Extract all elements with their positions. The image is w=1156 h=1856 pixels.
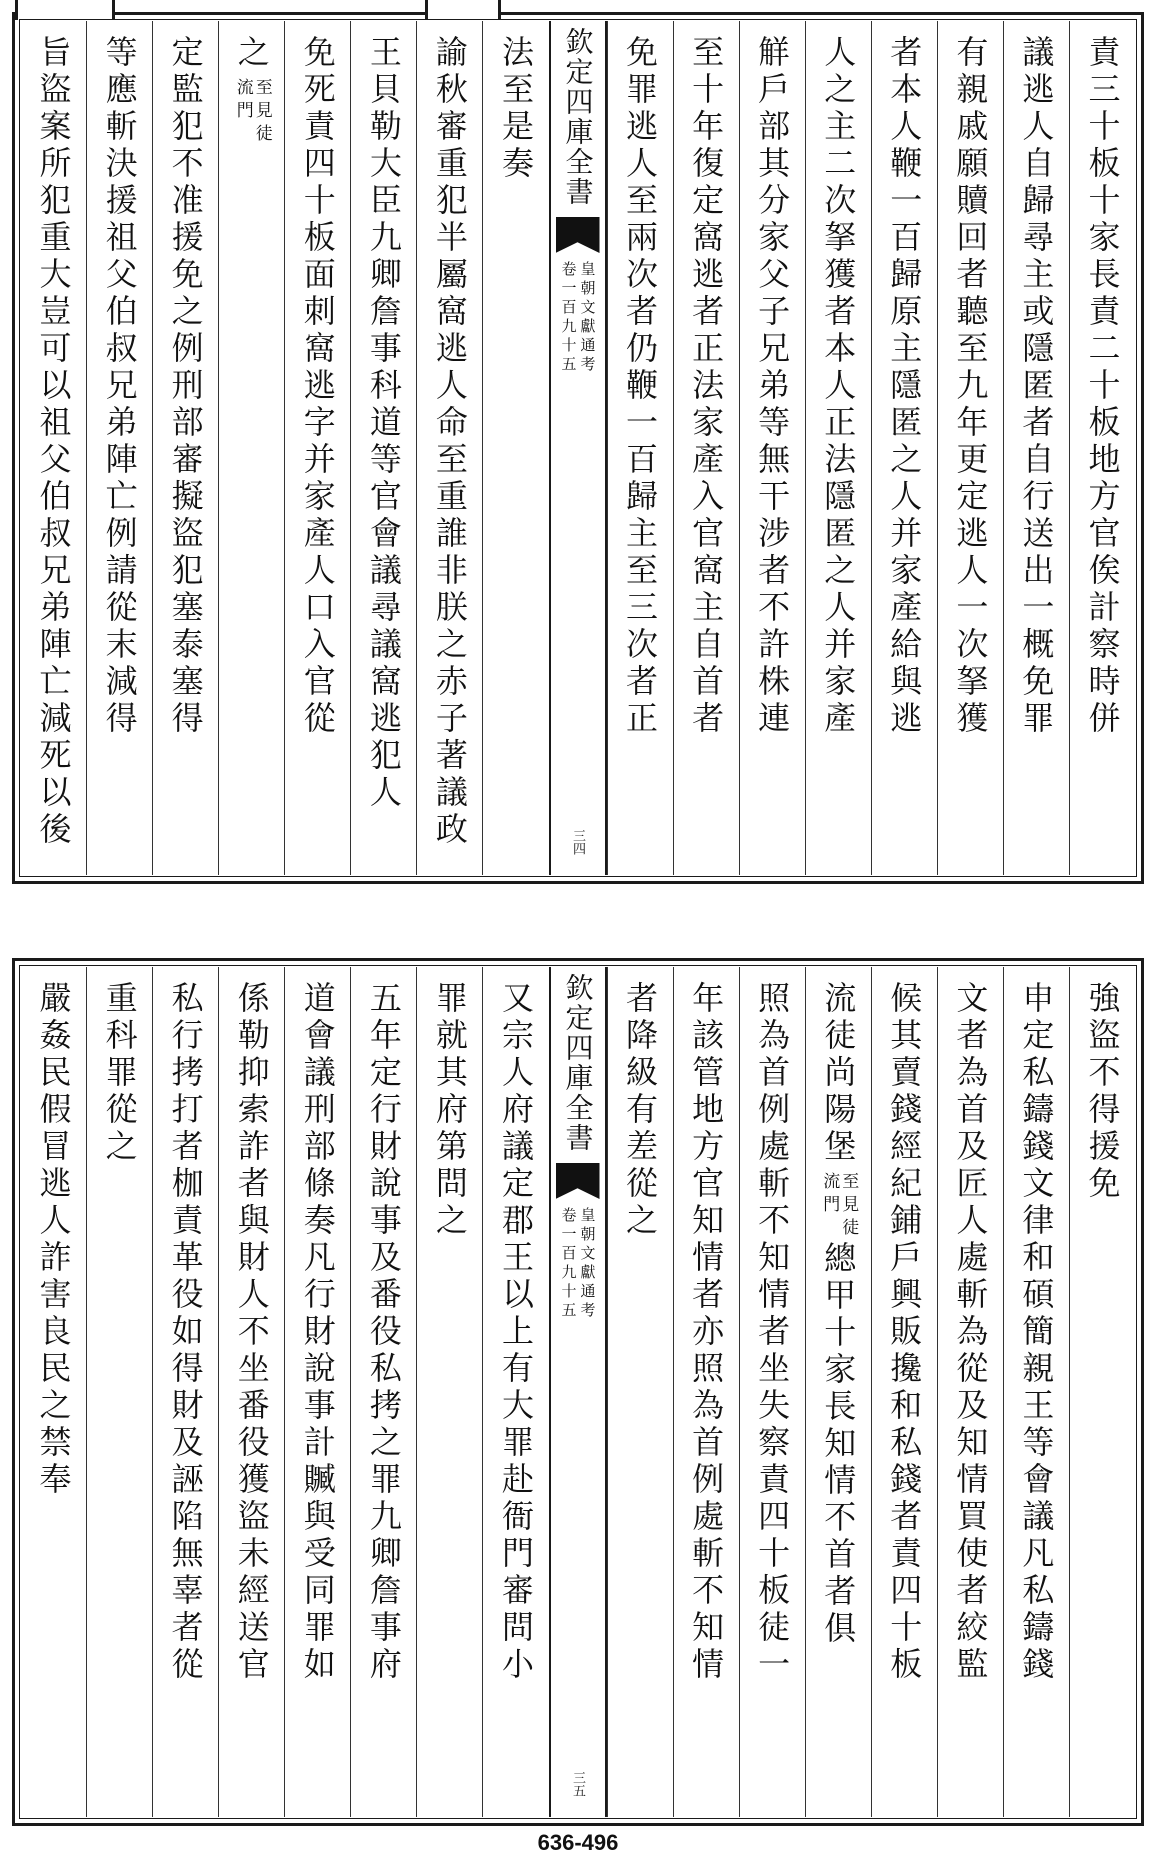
column-text: 照為首例處斬不知情者坐失察責四十板徒一 xyxy=(753,981,792,1684)
note-line: 流門 xyxy=(232,78,253,124)
page-number: 三五 xyxy=(570,1771,585,1797)
note-line: 流門 xyxy=(819,1172,840,1218)
volume-info xyxy=(561,1207,595,1321)
text-column xyxy=(871,21,937,875)
column-text: 候其賣錢經紀鋪戶興販攙和私錢者責四十板 xyxy=(885,981,924,1684)
column-text: 者本人鞭一百歸原主隱匿之人并家產給與逃 xyxy=(885,35,924,738)
column-text: 私行拷打者枷責革役如得財及誣陷無辜者從 xyxy=(166,981,205,1684)
interlinear-note xyxy=(819,1172,859,1241)
volume-info xyxy=(561,261,595,375)
column-text: 者降級有差從之 xyxy=(621,981,660,1240)
text-column xyxy=(21,21,86,875)
text-column xyxy=(871,967,937,1817)
note-line: 至見徒 xyxy=(838,1172,859,1241)
text-column xyxy=(152,967,218,1817)
column-text: 觧戶部其分家父子兄弟等無干涉者不許株連 xyxy=(753,35,792,738)
book-title: 欽定四庫全書 xyxy=(561,973,595,1153)
text-column xyxy=(1003,967,1069,1817)
sub-book-title: 皇朝文獻通考 xyxy=(578,1207,597,1321)
text-column xyxy=(350,967,416,1817)
text-column xyxy=(673,967,739,1817)
frame-tab-mid xyxy=(425,0,501,20)
text-column xyxy=(350,21,416,875)
column-text: 流徒尚陽堡 xyxy=(819,981,858,1166)
column-text: 係勒抑索詐者與財人不坐番役獲盜未經送官 xyxy=(232,981,271,1684)
top-text-columns xyxy=(21,21,1135,875)
fish-tail-mark-icon xyxy=(556,217,600,253)
column-text: 嚴姦民假冒逃人詐害良民之禁奉 xyxy=(34,981,73,1499)
column-text: 諭秋審重犯半屬窩逃人命至重誰非朕之赤子著議政 xyxy=(430,35,469,849)
page-number: 三四 xyxy=(570,829,585,855)
text-column xyxy=(607,967,673,1817)
column-text: 免死責四十板面刺窩逃字并家產人口入官從 xyxy=(298,35,337,738)
text-column xyxy=(152,21,218,875)
column-text: 有親戚願贖回者聽至九年更定逃人一次拏獲 xyxy=(951,35,990,738)
column-text: 之 xyxy=(232,35,271,72)
scan-page-id: 636-496 xyxy=(537,1830,619,1855)
text-column xyxy=(482,21,548,875)
text-column xyxy=(937,21,1003,875)
text-column xyxy=(805,967,871,1817)
center-margin xyxy=(549,21,607,875)
column-text: 法至是奏 xyxy=(496,35,535,183)
column-text: 又宗人府議定郡王以上有大罪赴衙門審問小 xyxy=(496,981,535,1684)
top-page xyxy=(12,12,1144,884)
column-text: 道會議刑部條奏凡行財說事計贓與受同罪如 xyxy=(298,981,337,1684)
text-column xyxy=(937,967,1003,1817)
column-text: 罪就其府第問之 xyxy=(430,981,469,1240)
text-column xyxy=(739,21,805,875)
column-text: 年該管地方官知情者亦照為首例處斬不知情 xyxy=(687,981,726,1684)
text-column xyxy=(86,967,152,1817)
text-column xyxy=(21,967,86,1817)
text-column xyxy=(1003,21,1069,875)
fish-tail-mark-icon xyxy=(556,1163,600,1199)
sub-book-title: 皇朝文獻通考 xyxy=(578,261,597,375)
note-line: 至見徒 xyxy=(251,78,272,147)
column-text-continued: 總甲十家長知情不首者俱 xyxy=(819,1241,858,1648)
text-column xyxy=(284,967,350,1817)
column-text: 王貝勒大臣九卿詹事科道等官會議尋議窩逃犯人 xyxy=(364,35,403,812)
column-text: 強盜不得援免 xyxy=(1083,981,1122,1203)
text-column xyxy=(673,21,739,875)
volume-number: 卷一百九十五 xyxy=(559,261,578,375)
text-column xyxy=(805,21,871,875)
column-text: 申定私鑄錢文律和碩簡親王等會議凡私鑄錢 xyxy=(1017,981,1056,1684)
column-text: 議逃人自歸尋主或隱匿者自行送出一概免罪 xyxy=(1017,35,1056,738)
column-text: 旨盜案所犯重大豈可以祖父伯叔兄弟陣亡減死以後 xyxy=(34,35,73,849)
column-text: 重科罪從之 xyxy=(100,981,139,1166)
column-text: 責三十板十家長責二十板地方官俟計察時併 xyxy=(1083,35,1122,738)
column-text: 文者為首及匠人處斬為從及知情買使者絞監 xyxy=(951,981,990,1684)
text-column xyxy=(416,21,482,875)
center-margin xyxy=(549,967,607,1817)
column-text: 五年定行財說事及番役私拷之罪九卿詹事府 xyxy=(364,981,403,1684)
text-column xyxy=(416,967,482,1817)
text-column xyxy=(1069,967,1135,1817)
volume-number: 卷一百九十五 xyxy=(559,1207,578,1321)
bottom-page xyxy=(12,958,1144,1826)
text-column xyxy=(482,967,548,1817)
frame-tab-left xyxy=(15,0,115,20)
book-title: 欽定四庫全書 xyxy=(561,27,595,207)
text-column xyxy=(1069,21,1135,875)
text-column xyxy=(218,21,284,875)
column-text: 等應斬決援祖父伯叔兄弟陣亡例請從末減得 xyxy=(100,35,139,738)
column-text: 人之主二次拏獲者本人正法隱匿之人并家產 xyxy=(819,35,858,738)
interlinear-note xyxy=(234,78,270,147)
column-text: 至十年復定窩逃者正法家產入官窩主自首者 xyxy=(687,35,726,738)
column-text: 免罪逃人至兩次者仍鞭一百歸主至三次者正 xyxy=(621,35,660,738)
text-column xyxy=(284,21,350,875)
bottom-text-columns xyxy=(21,967,1135,1817)
text-column xyxy=(86,21,152,875)
text-column xyxy=(739,967,805,1817)
text-column xyxy=(607,21,673,875)
column-text: 定監犯不准援免之例刑部審擬盜犯塞泰塞得 xyxy=(166,35,205,738)
text-column xyxy=(218,967,284,1817)
